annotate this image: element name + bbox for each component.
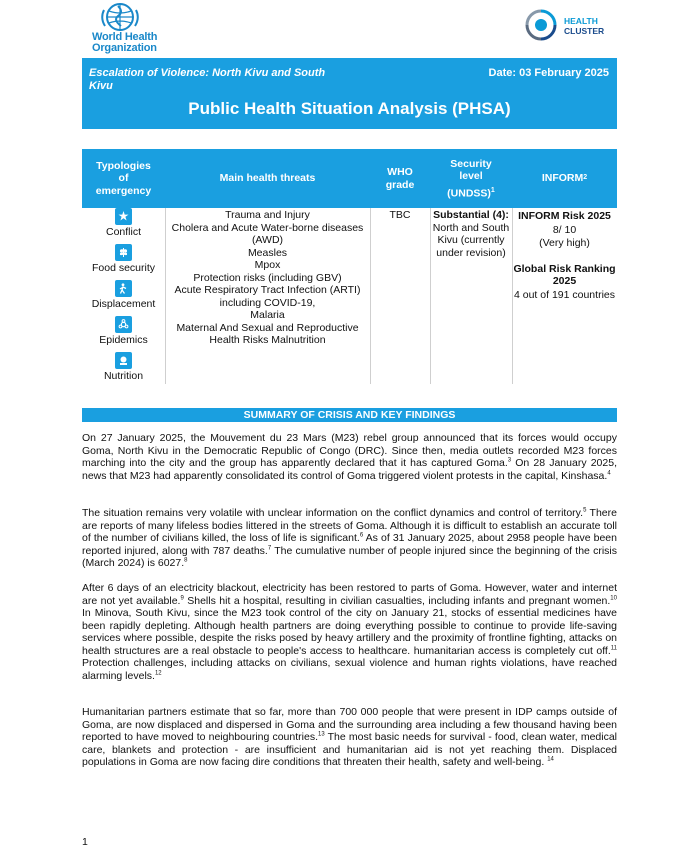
who-emblem-icon — [100, 2, 140, 34]
typology-label: Epidemics — [99, 334, 148, 346]
header-grade: WHO grade — [385, 166, 415, 191]
paragraph-text: Humanitarian partners estimate that so far, more than 700 000 people that were present in IDP camps outside of Goma, are now displaced and dispersed in Goma and the surrounding area including a few thousand having been reported to have moved to neighbouring countries. — [82, 706, 617, 743]
conflict-icon — [115, 208, 132, 225]
epidemics-icon — [115, 316, 132, 333]
health-cluster-name-bottom: CLUSTER — [564, 26, 605, 36]
footnote-ref: 4 — [607, 470, 611, 476]
threat-item: Mpox — [254, 259, 281, 271]
header-typologies: Typologies of emergency — [95, 159, 152, 197]
header-inform — [512, 149, 617, 208]
section-title: SUMMARY OF CRISIS AND KEY FINDINGS — [82, 408, 617, 422]
table-header — [82, 149, 617, 208]
header-security — [430, 149, 512, 208]
typology-label: Conflict — [105, 226, 141, 238]
nutrition-icon — [115, 352, 132, 369]
summary-paragraph-1 — [82, 432, 617, 482]
header-security-undss: (UNDSS) — [447, 187, 491, 199]
paragraph-text: Shells hit a hospital, resulting in civilian casualties, including infants and pregnant women. — [183, 594, 611, 607]
typology-item — [82, 208, 165, 244]
page-title: Public Health Situation Analysis (PHSA) — [188, 99, 511, 118]
typology-item — [82, 244, 165, 280]
typology-label: Food security — [91, 262, 156, 274]
header-inform-label: INFORM — [541, 172, 584, 185]
inform-column — [512, 210, 617, 301]
footnote-ref: 6 — [359, 532, 364, 539]
inform-risk-value: 8/ 10 — [552, 223, 577, 236]
threat-item: Trauma and Injury — [225, 209, 310, 221]
paragraph-text: Protection challenges, including attacks on civilians, sexual violence and human rights violations, have reached alarming levels. — [82, 657, 617, 682]
paragraph-text: The most basic needs for survival - food, clean water, medical care, blankets and protection - are insufficient and humanitarian aid is not yet reaching them. Displaced populations in Goma are now facing dire conditions that threaten their health, safety and well-being. — [82, 731, 618, 768]
displacement-icon — [115, 280, 132, 297]
security-level-value — [430, 209, 512, 259]
threats-column — [165, 209, 370, 347]
paragraph-text: On 28 January 2025, news that M23 had apparently consolidated its control of Goma triggered violent protests in the capital, Kinshasa. — [82, 457, 617, 482]
page-number: 1 — [82, 836, 88, 848]
health-cluster-emblem-icon — [524, 8, 558, 42]
food-security-icon — [115, 244, 132, 261]
global-risk-ranking-label: Global Risk Ranking 2025 — [513, 262, 616, 287]
footnote-ref: 5 — [583, 507, 587, 514]
report-date: Date: 03 February 2025 — [488, 67, 609, 79]
typology-item — [82, 316, 165, 352]
paragraph-text: The situation remains very volatile with unclear information on the conflict dynamics and control of territory. — [82, 507, 584, 519]
footnote-ref: 3 — [507, 457, 512, 464]
typology-label: Displacement — [91, 298, 156, 310]
footnote-ref: 13 — [318, 731, 325, 738]
threat-item: including COVID-19, — [219, 296, 316, 309]
typology-item — [82, 352, 165, 388]
table-body — [82, 208, 617, 384]
threat-item: Maternal And Sexual and Reproductive Health Risks Malnutrition — [176, 321, 359, 346]
health-cluster-logo — [524, 8, 614, 42]
security-level-rating: Substantial (4): — [433, 209, 509, 221]
global-risk-ranking-value: 4 out of 191 countries — [514, 288, 615, 301]
who-name-line-1: World Health — [92, 31, 158, 43]
footnote-ref: 8 — [184, 557, 188, 564]
footnote-ref: 11 — [610, 645, 617, 651]
footnote-ref: 1 — [490, 186, 495, 194]
footnote-ref: 12 — [154, 670, 162, 676]
paragraph-text: The cumulative number of people injured since the beginning of the crisis (March 2024) is 6027. — [82, 544, 617, 569]
summary-paragraph-4 — [82, 706, 617, 769]
paragraph-text: As of 31 January 2025, about 2958 people have been reported injured, along with 787 deaths. — [82, 532, 617, 557]
footnote-ref: 2 — [583, 174, 588, 182]
summary-paragraph-3 — [82, 582, 617, 682]
typologies-column — [82, 208, 165, 388]
typology-item — [82, 280, 165, 316]
footnote-ref: 10 — [610, 595, 617, 601]
threat-item: Cholera and Acute Water-borne diseases (AWD) — [171, 221, 364, 246]
security-level-detail: North and South Kivu (currently under revision) — [432, 221, 510, 259]
footnote-ref: 7 — [267, 545, 272, 551]
threat-item: Measles — [247, 246, 288, 259]
who-grade-value: TBC — [389, 209, 411, 221]
footnote-ref: 14 — [547, 756, 554, 763]
footnote-ref: 9 — [180, 595, 184, 601]
who-logo — [92, 2, 162, 58]
paragraph-text: There are reports of many lifeless bodies littered in the streets of Goma. Although it is difficult to establish an accurate toll of the number of civilians killed, the loss of life is significant. — [82, 507, 617, 544]
health-cluster-name-top: HEALTH — [564, 16, 598, 26]
health-cluster-name — [564, 16, 604, 36]
threat-item: Acute Respiratory Tract Infection (ARTI) — [174, 284, 361, 296]
header-security-sub — [447, 185, 495, 200]
header-threats: Main health threats — [219, 172, 316, 185]
who-name-line-2: Organization — [92, 42, 157, 54]
typology-label: Nutrition — [103, 370, 144, 382]
header-security-label: Security level — [450, 157, 492, 182]
summary-paragraph-2 — [82, 507, 617, 570]
threat-item: Malaria — [250, 309, 285, 321]
inform-risk-label: INFORM Risk 2025 — [518, 210, 611, 222]
inform-risk-level: (Very high) — [539, 237, 590, 249]
header-banner — [82, 58, 617, 129]
paragraph-text: On 27 January 2025, the Mouvement du 23 Mars (M23) rebel group announced that its forces would occupy Goma, North Kivu in the Democratic Republic of Congo (DRC). Since then, media outlets recorded M23 forces marching into the city and the group has apparently declared that it has captured Goma. — [82, 432, 617, 469]
report-subtitle: Escalation of Violence: North Kivu and South Kivu — [89, 67, 326, 92]
paragraph-text: After 6 days of an electricity blackout, electricity has been restored to parts of Goma. However, water and internet are not yet available. — [82, 582, 617, 607]
threat-item: Protection risks (including GBV) — [193, 271, 342, 284]
paragraph-text: In Minova, South Kivu, since the M23 took control of the city on January 21, stocks of essential medicines have been rapidly depleting. Although health partners are doing everything possible to continue to provide life-saving services where possible, despite the risks posed by heavy artillery and the proximity of frontline fighting, attacks on health structures are a real obstacle to people's access to healthcare. humanitarian access is completely cut off. — [82, 607, 617, 657]
who-name — [92, 32, 157, 54]
